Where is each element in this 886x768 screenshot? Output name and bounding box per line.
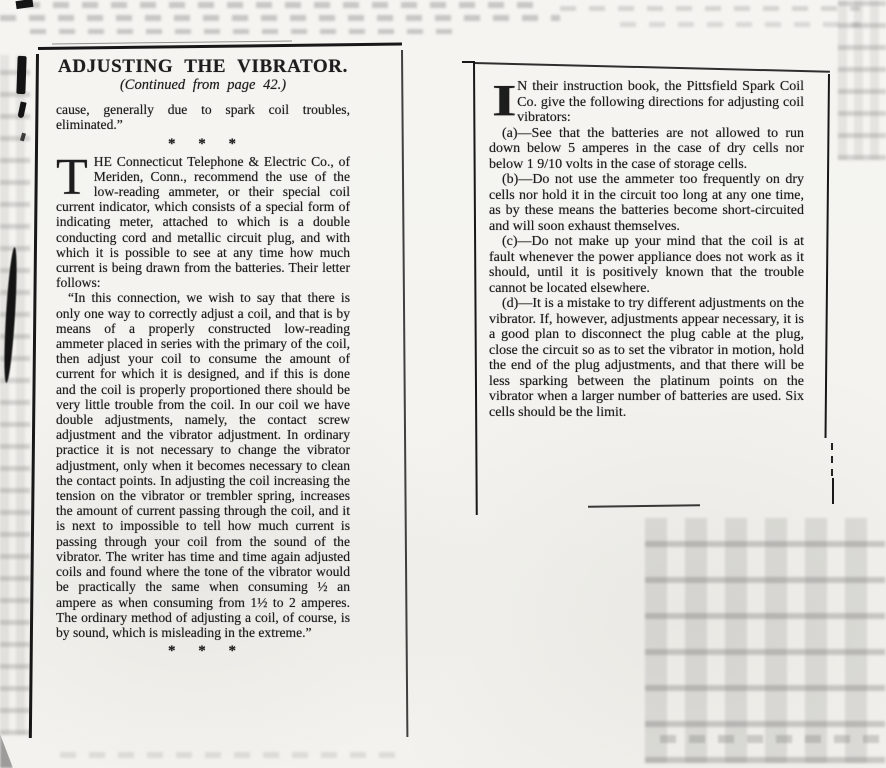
- left-column-right-border: [401, 50, 408, 737]
- right-column-right-border: [825, 74, 830, 438]
- direction-item-c: (c)—Do not make up your mind that the coil is at fault whenever the power appliance does not work as it should, until it is positively known that the trouble cannot be located elsewhere.: [489, 234, 804, 296]
- right-column-top-rule: [474, 62, 830, 73]
- bleed-through-text: [645, 518, 885, 763]
- bleed-through-text: [24, 2, 544, 8]
- paragraph-directions-intro: [489, 76, 804, 126]
- drop-cap-T: T: [56, 148, 88, 206]
- paragraph-text: HE Connecticut Telephone & Electric Co., of Meriden, Conn., recommend the use of the low-reading ammeter, or their special coil current indicator, which consists of a special form of indicating meter, attached to which is a double conducting cord and metallic circuit plug, and with which it is possible to see at any time how much current is being drawn from the batteries. Their letter follows:: [56, 153, 350, 291]
- paragraph-text: N their instruction book, the Pittsfield Spark Coil Co. give the following directions for adjusting coil vibrators:: [517, 79, 804, 125]
- asterisk-separator: * * *: [168, 643, 238, 660]
- article-title: ADJUSTING THE VIBRATOR.: [58, 56, 348, 77]
- right-column-left-border: [473, 63, 478, 515]
- continuation-paragraph: cause, generally due to spark coil troubles, eliminated.”: [56, 102, 350, 133]
- bleed-through-text: [560, 6, 860, 11]
- bleed-through-text: [0, 15, 560, 21]
- drop-cap-I: I: [491, 76, 517, 125]
- asterisk-separator: * * *: [168, 135, 238, 152]
- direction-item-d: (d)—It is a mistake to try different adjustments on the vibrator. If, however, adjustments appear necessary, it is a good plan to disconnect the plug cable at the plug, close the circuit so as to set the vibrator in motion, hold the end of the plug adjustments, and that there will be less sparking between the platinum points on the vibrator when a larger number of batteries are used. Six cells should be the limit.: [489, 296, 804, 420]
- bleed-through-text: [838, 0, 886, 160]
- bleed-through-text: [60, 752, 400, 758]
- corner-shadow: [0, 734, 13, 768]
- ink-smudge: [16, 0, 34, 9]
- paragraph-recommendation: [56, 148, 350, 291]
- left-column-left-border: [29, 54, 39, 738]
- bleed-through-text: [0, 55, 30, 735]
- article-right-column: [489, 76, 804, 420]
- ink-smudge: [17, 102, 26, 119]
- quote-paragraph: “In this connection, we wish to say that there is only one way to correctly adjust a coil, and that is by means of a properly constructed low-reading ammeter placed in series with the primary of the coil, then adjust your coil to consume the amount of current for which it is designed, and if this is done and the coil is properly proportioned there should be very little trouble from the coil. In our coil we have double adjustments, namely, the contact screw adjustment and the vibrator adjustment. In ordinary practice it is not necessary to change the vibrator adjustment, only when it becomes necessary to clean the contact points. In adjusting the coil increasing the tension on the vibrator or trembler spring, increases the amount of current passing through the coil, and it is next to impossible to tell how much current is passing through your coil from the sound of the vibrator. The writer has time and time again adjusted coils and found where the tone of the vibrator would be practically the same when consuming ½ an ampere as when consuming from 1½ to 2 amperes. The ordinary method of adjusting a coil, of course, is by sound, which is misleading in the extreme.”: [56, 290, 350, 640]
- right-column-right-border-dashed: [831, 440, 833, 476]
- article-end-rule: [588, 504, 700, 508]
- ink-bar-mark: [16, 56, 26, 94]
- right-column-right-border-tail: [832, 478, 834, 504]
- bleed-through-text: [30, 29, 460, 34]
- direction-item-a: (a)—See that the batteries are not allowed to run down below 5 amperes in the case of dry cells nor below 1 9/10 volts in the case of storage cells.: [489, 125, 804, 172]
- ink-sliver-mark: [2, 247, 19, 383]
- article-left-column: [56, 56, 350, 661]
- direction-item-b: (b)—Do not use the ammeter too frequently on dry cells nor hold it in the circuit too long at any one time, as by these means the batteries become short-circuited and will soon exhaust themselves.: [489, 172, 804, 234]
- bleed-through-text: [620, 22, 860, 27]
- article-subtitle: (Continued from page 42.): [119, 77, 287, 93]
- ink-smudge: [20, 133, 26, 142]
- bleed-through-text: [660, 735, 886, 743]
